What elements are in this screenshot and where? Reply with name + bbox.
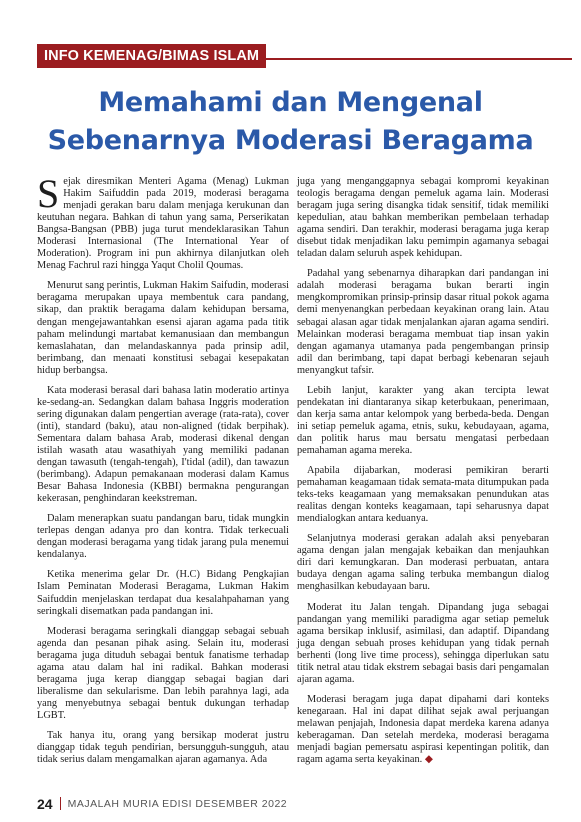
paragraph: Ketika menerima gelar Dr. (H.C) Bidang Pengkajian Islam Peminatan Moderasi Beragama, Lukman Hakim Saifuddin menjelaskan terdapat dua kesalahpahaman yang seringkali disematkan pada pandangan ini.: [37, 569, 289, 617]
paragraph: Selanjutnya moderasi gerakan adalah aksi penyebaran agama dengan jalan mengajak kebaikan dan menjauhkan diri dari kemungkaran. Dan moderasi perbuatan, antara budaya dengan agama saling terbuka membangun dialog menghasilkan kebudayaan baru.: [297, 533, 549, 593]
paragraph-text: ejak diresmikan Menteri Agama (Menag) Lukman Hakim Saifuddin pada 2019, moderasi beragama menjadi gerakan baru dalam menjaga kerukunan dan keutuhan negara. Bahkan di tahun yang sama, Perserikatan Bangsa-Bangsan (PBB) juga turut mendeklarasikan Tahun Moderasi Internasional (The International Year of Moderation). Program ini pun akhirnya dilanjutkan oleh Menag Fachrul razi hingga Yaqut Cholil Qoumas.: [37, 176, 289, 272]
page-number: 24: [37, 795, 53, 812]
left-column: [37, 171, 289, 774]
end-mark-icon: ◆: [424, 754, 433, 766]
article-title-line-2: Sebenarnya Moderasi Beragama: [47, 125, 534, 156]
paragraph: Tak hanya itu, orang yang bersikap moderat justru dianggap tidak teguh pendirian, bersungguh-sungguh, atau tidak serius dalam mengamalkan ajaran agamanya. Ada: [37, 729, 289, 766]
paragraph: [297, 694, 549, 766]
paragraph-text: Moderasi beragam juga dapat dipahami dari konteks kenegaraan. Hal ini dapat dilihat sejak awal perjuangan melawan penjajah, Indonesia dapat merdeka karena adanya keberagaman. Dan setelah merdeka, moderasi beragama menjadi bagian pemersatu aspirasi kepentingan politik, dan ragam agama serta keyakinan.: [297, 693, 549, 766]
right-column: [297, 176, 549, 774]
paragraph: Moderat itu Jalan tengah. Dipandang juga sebagai pandangan yang memiliki paradigma agar setiap pemeluk agama bersikap inklusif, asimilasi, dan adaptif. Dipandang juga dengan sebuah proses kehidupan yang tidak pernah berhenti (long live time process), sehingga diperlukan satu titik netral atau tidak ekstrem sebagai basis dari pengamalan ajaran agama.: [297, 601, 549, 685]
paragraph: Padahal yang sebenarnya diharapkan dari pandangan ini adalah moderasi beragama bukan berarti ingin mengkompromikan prinsip-prinsip dasar ritual pokok agama demi menyenangkan perbedaan keyakinan orang lain. Atau sebagai alasan agar tidak menjalankan ajaran agama sendiri. Melainkan moderasi beragama membuat tiap insan yakin dengan agamanya utamanya pada pengembangan prinsip adil dan berimbang, tapi dapat berbagi kebenaran sejauh menyangkut tafsir.: [297, 268, 549, 376]
paragraph: Lebih lanjut, karakter yang akan tercipta lewat pendekatan ini diantaranya sikap keterbukaan, penerimaan, dan kerja sama antar kelompok yang berbeda-beda. Dengan ini setiap pemeluk agama, etnis, suku, kebudayaan, agama, dan politik harus mau bersatu mengatasi perbedaan pemahaman agama mereka.: [297, 384, 549, 456]
paragraph: Kata moderasi berasal dari bahasa latin moderatio artinya ke-sedang-an. Sedangkan dalam bahasa Inggris moderation sering digunakan dalam pengertian average (rata-rata), cover (inti), standard (baku), atau non-aligned (tidak berpihak). Sementara dalam bahasa Arab, moderasi dikenal dengan istilah wasath atau wasathiyah yang memiliki padanan dengan tawasuth (tengah-tengah), I'tidal (adil), dan tawazun (berimbang). Adapun pemakanaan moderasi dalam Kamus Besar Bahasa Indonesia (KBBI) bermakna pengurangan kekerasan, penghindaran keekstreman.: [37, 384, 289, 505]
drop-cap: S: [37, 171, 60, 216]
footer-divider: [60, 797, 61, 810]
page-footer: [37, 795, 287, 813]
section-tag: INFO KEMENAG/BIMAS ISLAM: [37, 44, 266, 68]
magazine-name: MAJALAH MURIA EDISI DESEMBER 2022: [67, 797, 288, 810]
paragraph: juga yang menganggapnya sebagai kompromi keyakinan teologis beragama dengan pemeluk agama lain. Moderasi beragam juga sering disangka tidak sensitif, tidak memiliki kepedulian, atau bahkan memberikan pembelaan terhadap agama sendiri. Dan terakhir, moderasi beragama juga kerap disebut tidak menjadikan laku pemimpin agamanya sebagai teladan dalam seluruh aspek kehidupan.: [297, 176, 549, 260]
paragraph: Dalam menerapkan suatu pandangan baru, tidak mungkin terlepas dengan adanya pro dan kontra. Tidak terkecuali dengan moderasi beragama yang tidak jarang pula menemui kendalanya.: [37, 513, 289, 561]
paragraph: Menurut sang perintis, Lukman Hakim Saifudin, moderasi beragama merupakan upaya membentuk cara pandang, sikap, dan praktik beragama dalam kehidupan bersama, dengan mengejawantahkan esensi ajaran agama pada titik paham melindungi martabat kemanusiaan dan membangun kemaslahatan, dan melandaskannya pada prinsip adil, berimbang, dan menaati konstitusi sebagai kesepakatan hidup berbangsa.: [37, 280, 289, 376]
paragraph: Apabila dijabarkan, moderasi pemikiran berarti pemahaman keagamaan tidak semata-mata ditumpukan pada teks-teks keagamaan yang memaksakan penundukan atas realitas dengan konteks keagamaan, tapi seharusnya dapat mendialogkan antara keduanya.: [297, 465, 549, 525]
article-title-line-1: Memahami dan Mengenal: [98, 87, 483, 118]
paragraph: Moderasi beragama seringkali dianggap sebagai sebuah agenda dan pesanan pihak asing. Selain itu, moderasi beragama juga dituduh sebagai bentuk fanatisme terhadap agama atau dalam hal ini radikal. Bahkan moderasi beragama juga kerap dianggap sebagai bagian dari liberalisme dan sekularisme. Dan lebih parahnya lagi, ada yang menyebutnya sebagai bentuk dukungan terhadap LGBT.: [37, 625, 289, 721]
paragraph: [37, 171, 289, 272]
